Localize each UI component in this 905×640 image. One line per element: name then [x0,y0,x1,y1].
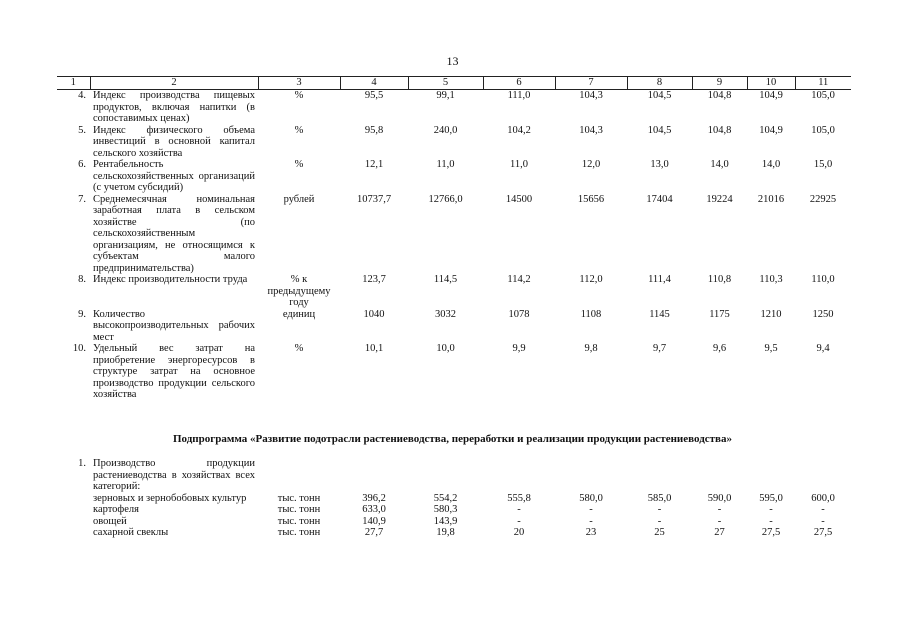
row-number: 1. [78,458,86,469]
unit: тыс. тонн [277,504,321,515]
indicator-name: Производство продукции растениеводства в хозяйствах всех категорий: [93,458,255,492]
value-cell: 9,6 [712,343,727,354]
value-cell: 10,0 [436,343,455,354]
table-row [57,458,851,493]
row-number: 4. [78,90,86,101]
value-cell: 9,5 [764,343,778,354]
value-cell: 15,0 [813,159,833,170]
header-cell: 7 [555,77,627,90]
row-number: 5. [78,124,86,136]
table-row [57,194,851,275]
unit: % к предыдущему году [267,274,331,308]
value-cell: 99,1 [436,90,455,101]
row-number: 6. [78,159,86,170]
row-number [57,504,90,516]
value-cell: 22925 [809,193,837,205]
value-cell: 554,2 [433,492,458,504]
value-cell: - [821,515,825,527]
value-cell [795,458,851,493]
row-number: 8. [78,274,86,285]
value-cell: 396,2 [362,492,386,504]
value-cell: 14,0 [761,159,781,170]
header-cell: 5 [408,77,483,90]
value-cell: 1175 [709,308,730,320]
value-cell: 114,2 [507,274,531,285]
value-cell: 105,0 [811,90,835,101]
value-cell: 104,5 [647,124,672,136]
value-cell: 104,2 [507,124,531,136]
value-cell: 104,5 [647,90,672,101]
indicators-table [57,76,851,401]
unit: % [294,124,304,136]
unit: единиц [282,308,316,320]
value-cell: - [517,515,521,527]
indicator-name: Индекс производительности труда [93,274,248,285]
value-cell: 3032 [435,308,456,320]
unit: % [294,159,304,170]
value-cell: - [517,504,521,515]
value-cell: 590,0 [707,492,732,504]
value-cell: 27 [714,527,725,538]
value-cell: 585,0 [647,492,672,504]
header-cell: 8 [627,77,692,90]
value-cell: 12,1 [364,159,384,170]
value-cell: 1040 [363,308,385,320]
value-cell: 11,0 [436,159,455,170]
value-cell: - [589,515,593,527]
value-cell: 1145 [649,308,670,320]
value-cell: 12,0 [581,159,601,170]
indicator-name: Среднемесячная номинальная заработная плата в сельском хозяйстве (по сельскохозяйственным организациям, не относящимся к субъектам малого предпринимательства) [93,193,255,274]
value-cell: 143,9 [433,515,458,527]
header-cell: 9 [692,77,747,90]
table-row [57,516,851,528]
value-cell: 27,5 [761,527,781,538]
table-row [57,527,851,539]
indicator-name: Количество высокопроизводительных рабочих мест [93,308,255,343]
value-cell: 104,3 [579,124,603,136]
value-cell: - [717,504,722,515]
header-row [57,77,851,90]
value-cell: 9,9 [512,343,526,354]
value-cell: - [589,504,593,515]
value-cell: 13,0 [650,159,669,170]
header-cell: 6 [483,77,555,90]
indicator-name: сахарной свеклы [93,527,169,538]
table-row [57,159,851,194]
value-cell: 11,0 [510,159,528,170]
page-number: 13 [446,54,459,68]
value-cell: 110,0 [811,274,835,285]
indicator-name: Рентабельность сельскохозяйственных организаций (с учетом субсидий) [93,159,255,193]
value-cell: 104,9 [759,90,783,101]
unit: рублей [283,193,315,205]
value-cell: 9,4 [816,343,830,354]
value-cell: 114,5 [433,274,458,285]
value-cell: 580,3 [433,504,458,515]
value-cell [408,458,483,493]
header-cell: 3 [258,77,340,90]
header-cell: 10 [747,77,795,90]
value-cell: 14,0 [710,159,729,170]
row-number: 9. [78,308,86,320]
value-cell: 580,0 [579,492,603,504]
value-cell: 633,0 [362,504,386,515]
value-cell: 1108 [580,308,602,320]
value-cell: 1078 [508,308,530,320]
value-cell: - [769,515,773,527]
value-cell: - [657,504,662,515]
table-row [57,125,851,160]
indicator-name: овощей [93,515,127,527]
value-cell: 112,0 [579,274,603,285]
subprogram-table [57,458,851,539]
value-cell: 595,0 [759,492,783,504]
value-cell: 111,0 [507,90,531,101]
value-cell: 1210 [760,308,782,320]
header-cell: 2 [90,77,258,90]
value-cell: - [769,504,773,515]
value-cell: 9,8 [584,343,598,354]
value-cell: - [821,504,825,515]
value-cell: 105,0 [811,124,835,136]
indicator-name: зерновых и зернобобовых культур [93,492,247,504]
table-row [57,90,851,125]
value-cell: 10737,7 [356,193,392,205]
row-number: 7. [78,193,86,205]
value-cell: 19224 [706,193,733,205]
value-cell: 20 [513,527,525,538]
value-cell: 15656 [577,193,605,205]
value-cell: 123,7 [362,274,386,285]
value-cell: - [657,515,662,527]
value-cell: 555,8 [507,492,531,504]
indicator-name: Индекс физического объема инвестиций в основной капитал сельского хозяйства [93,124,255,159]
value-cell: 95,5 [364,90,384,101]
value-cell: 140,9 [362,515,386,527]
unit [258,458,340,493]
table-row [57,309,851,344]
value-cell: 12766,0 [428,193,463,205]
value-cell: 95,8 [364,124,384,136]
value-cell: 17404 [646,193,673,205]
indicator-name: картофеля [93,504,139,515]
value-cell: 10,1 [364,343,384,354]
value-cell: 23 [585,527,597,538]
row-number: 10. [72,343,86,354]
subprogram-title: Подпрограмма «Развитие подотрасли растениеводства, переработки и реализации продукции растениеводства» [173,433,732,445]
table-row [57,493,851,505]
header-cell: 1 [57,77,90,90]
header-cell: 4 [340,77,408,90]
table-row [57,274,851,309]
value-cell [340,458,408,493]
value-cell: 14500 [505,193,533,205]
value-cell: 27,7 [364,527,384,538]
value-cell [747,458,795,493]
header-cell: 11 [795,77,851,90]
value-cell: 104,8 [707,90,732,101]
value-cell: 21016 [757,193,785,205]
value-cell: 9,7 [652,343,667,354]
indicator-name: Удельный вес затрат на приобретение энергоресурсов в структуре затрат на основное производство продукции сельского хозяйства [93,343,255,400]
unit: тыс. тонн [277,515,321,527]
value-cell [627,458,692,493]
indicator-name: Индекс производства пищевых продуктов, включая напитки (в сопоставимых ценах) [93,90,255,124]
value-cell: 110,3 [759,274,783,285]
unit: тыс. тонн [277,527,321,538]
value-cell: 110,8 [707,274,732,285]
value-cell: 104,9 [759,124,783,136]
value-cell: - [717,515,722,527]
unit: % [294,90,304,101]
value-cell [692,458,747,493]
unit: тыс. тонн [277,492,321,504]
value-cell: 600,0 [811,492,835,504]
value-cell: 27,5 [813,527,833,538]
value-cell: 104,8 [707,124,732,136]
table-row [57,504,851,516]
row-number [57,516,90,528]
value-cell: 240,0 [433,124,458,136]
value-cell: 1250 [812,308,834,320]
row-number [57,493,90,505]
unit: % [294,343,304,354]
value-cell: 19,8 [436,527,455,538]
value-cell: 104,3 [579,90,603,101]
value-cell [483,458,555,493]
row-number [57,527,90,539]
value-cell: 25 [654,527,665,538]
table-row [57,343,851,401]
value-cell: 111,4 [648,274,671,285]
value-cell [555,458,627,493]
